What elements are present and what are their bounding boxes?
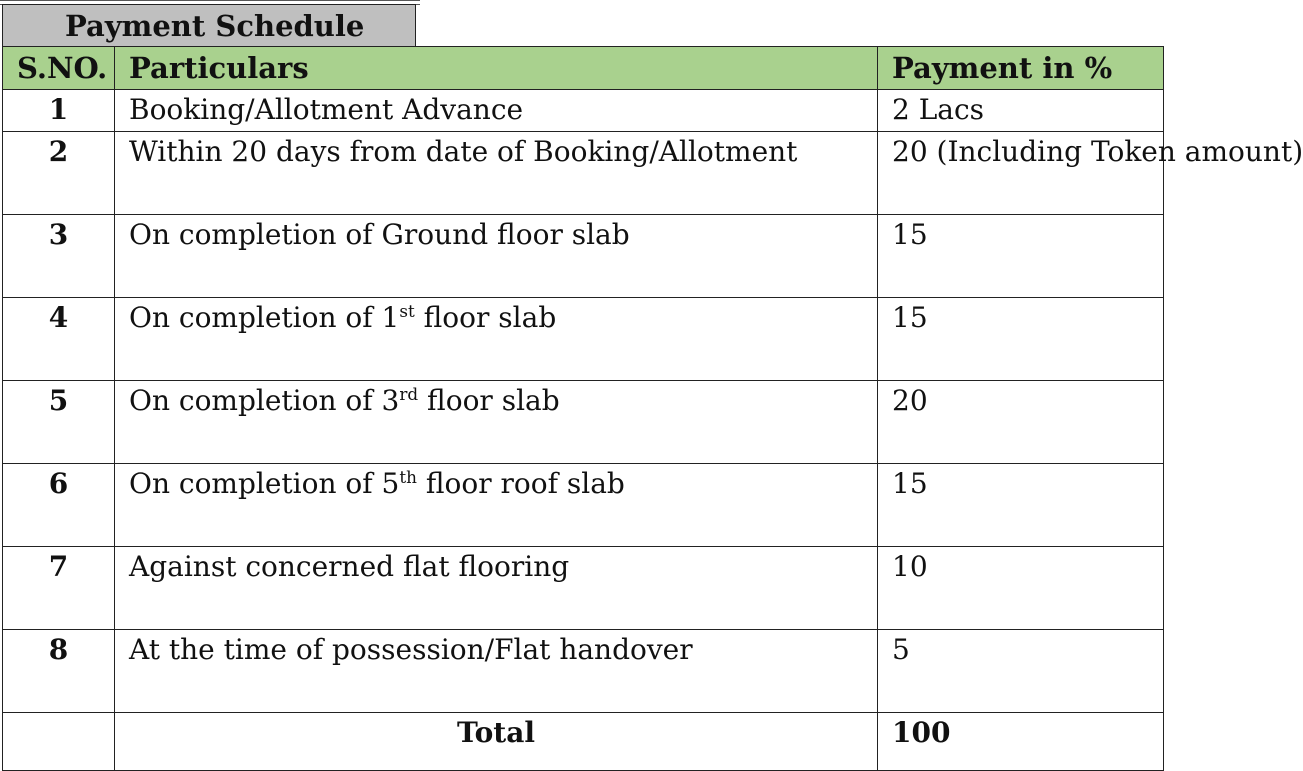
row-sno: 6 (3, 464, 115, 547)
ordinal-suffix: st (399, 300, 415, 321)
particulars-text: On completion of 1 (129, 301, 400, 334)
table-row (3, 215, 1164, 298)
table-row (3, 464, 1164, 547)
row-particulars: Booking/Allotment Advance (115, 90, 878, 132)
table-row (3, 381, 1164, 464)
row-particulars: Within 20 days from date of Booking/Allotment (115, 132, 878, 215)
row-payment: 15 (878, 215, 1164, 298)
row-particulars: At the time of possession/Flat handover (115, 630, 878, 713)
row-sno: 7 (3, 547, 115, 630)
total-label: Total (115, 713, 878, 771)
particulars-text: On completion of 3 (129, 384, 400, 417)
particulars-text: floor slab (418, 384, 560, 417)
total-value: 100 (878, 713, 1164, 771)
row-sno: 3 (3, 215, 115, 298)
ordinal-suffix: th (399, 466, 417, 487)
table-row (3, 630, 1164, 713)
payment-schedule-title: Payment Schedule (2, 4, 416, 46)
row-payment: 10 (878, 547, 1164, 630)
row-payment: 5 (878, 630, 1164, 713)
row-particulars (115, 298, 878, 381)
row-particulars (115, 381, 878, 464)
row-payment: 2 Lacs (878, 90, 1164, 132)
row-payment: 20 (878, 381, 1164, 464)
row-sno: 4 (3, 298, 115, 381)
row-payment: 20 (Including Token amount) (878, 132, 1164, 215)
header-sno: S.NO. (3, 47, 115, 90)
total-empty-cell (3, 713, 115, 771)
total-row (3, 713, 1164, 771)
table-row (3, 547, 1164, 630)
row-particulars (115, 464, 878, 547)
table-row (3, 132, 1164, 215)
row-sno: 2 (3, 132, 115, 215)
table-row (3, 90, 1164, 132)
row-sno: 8 (3, 630, 115, 713)
header-payment: Payment in % (878, 47, 1164, 90)
header-particulars: Particulars (115, 47, 878, 90)
particulars-text: floor slab (414, 301, 557, 334)
table-header-row (3, 47, 1164, 90)
row-particulars: Against concerned flat flooring (115, 547, 878, 630)
row-sno: 1 (3, 90, 115, 132)
row-payment: 15 (878, 298, 1164, 381)
payment-schedule-table (2, 46, 1303, 771)
table-row (3, 298, 1164, 381)
ordinal-suffix: rd (399, 383, 419, 404)
particulars-text: floor roof slab (416, 467, 625, 500)
row-particulars: On completion of Ground floor slab (115, 215, 878, 298)
particulars-text: On completion of 5 (129, 467, 400, 500)
row-sno: 5 (3, 381, 115, 464)
row-payment: 15 (878, 464, 1164, 547)
